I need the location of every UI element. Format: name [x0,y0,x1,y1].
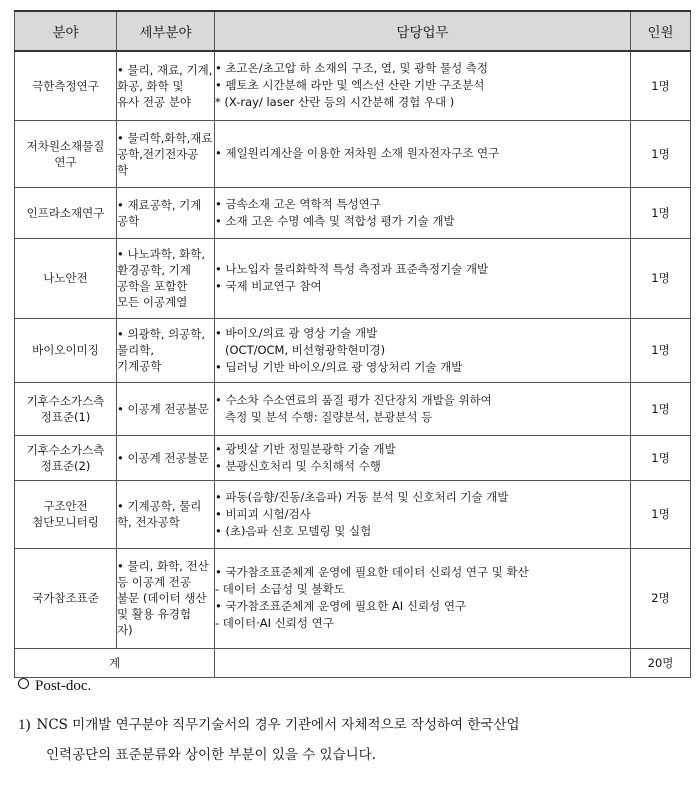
subfield-line: • 물리, 화학, 전산 [117,559,209,573]
subfield-line: 학, 전자공학 [117,515,180,529]
duty-cell [215,435,631,480]
circle-bullet-icon [18,678,29,689]
field-name: 극한측정연구 [32,78,99,93]
subfield-cell [117,120,215,187]
table-row [15,51,691,120]
duty-line: • (초)음파 신호 모델링 및 실험 [215,523,372,538]
table-header-row [15,11,691,51]
field-name: 바이오이미징 [32,343,99,357]
subfield-line: • 의광학, 의공학, [117,327,206,341]
field-cell [15,318,117,382]
duty-line: (OCT/OCM, 비선형광학현미경) [225,342,386,357]
field-name: 구조안전 [43,499,88,513]
post-doc-label: Post-doc. [35,678,92,694]
duty-cell [215,480,631,548]
table-row [15,187,691,238]
post-doc-heading [18,678,91,695]
field-name: 인프라소재연구 [26,205,105,220]
field-name: 정표준(2) [40,458,91,473]
subfield-line: 환경공학, 기계 [117,263,191,277]
duty-line: • 비피괴 시험/검사 [215,506,311,521]
subfield-line: 공학을 포함한 [117,279,188,293]
field-cell [15,238,117,318]
field-cell [15,548,117,648]
duty-line: * (X-ray/ laser 산란 등의 시간분해 경험 우대 ) [215,95,455,110]
duty-line: 측정 및 분석 수행: 질량분석, 분광분석 등 [225,409,433,424]
subfield-cell [117,548,215,648]
subfield-line: 불문 (데이터 생산 [117,591,207,605]
table-row [15,435,691,480]
field-name: 국가참조표준 [32,591,99,605]
total-duty-empty [215,648,631,677]
field-name: 저차원소재물질 [26,138,105,153]
subfield-line: 및 활용 유경험 [117,607,191,621]
total-row [15,648,691,677]
duty-cell [215,382,631,435]
subfield-cell [117,435,215,480]
subfield-line: 화공, 화학 및 [117,78,184,93]
header-subfield: 세부분야 [117,11,215,51]
subfield-line: 자) [117,623,133,637]
count-cell: 2명 [631,548,691,648]
subfield-line: • 이공계 전공불문 [117,450,209,465]
field-name: 첨단모니터링 [32,515,99,529]
field-cell [15,435,117,480]
duty-line: • 국가참조표준체계 운영에 필요한 데이터 신뢰성 연구 및 확산 [215,565,529,579]
duty-line: • 제일원리계산을 이용한 저차원 소재 원자전자구조 연구 [215,146,500,160]
footnote-number: 1) [18,717,31,733]
field-cell [15,480,117,548]
duty-line: • 딥러닝 기반 바이오/의료 광 영상처리 기술 개발 [215,359,463,374]
count-cell: 1명 [631,480,691,548]
count-cell: 1명 [631,382,691,435]
subfield-line: 학 [117,162,129,177]
subfield-cell [117,318,215,382]
position-table [14,10,691,678]
subfield-cell [117,480,215,548]
field-cell [15,120,117,187]
duty-line: • 나노입자 물리화학적 특성 측정과 표준측정기술 개발 [215,262,489,276]
table-row [15,238,691,318]
subfield-line: 유사 전공 분야 [117,94,191,109]
subfield-line: 공학,전기전자공 [117,146,199,161]
count-cell: 1명 [631,238,691,318]
duty-cell [215,238,631,318]
subfield-line: • 재료공학, 기계 [117,197,202,212]
subfield-cell [117,187,215,238]
count-cell: 1명 [631,435,691,480]
footnote-line-1: NCS 미개발 연구분야 직무기술서의 경우 기관에서 자체적으로 작성하여 한국산업 [36,717,520,733]
field-name: 나노안전 [43,271,88,285]
header-duty: 담당업무 [215,11,631,51]
subfield-cell [117,51,215,120]
subfield-line: 공학 [117,213,140,228]
duty-line: • 수소차 수소연료의 품질 평가 진단장치 개발을 위하여 [215,392,492,407]
subfield-line: 모든 이공계열 [117,295,188,309]
footnote-line-2: 인력공단의 표준분류와 상이한 부분이 있을 수 있습니다. [46,747,376,763]
subfield-line: • 물리학,화학,재료 [117,130,213,145]
total-label: 계 [15,648,215,677]
table-row [15,318,691,382]
count-cell: 1명 [631,187,691,238]
duty-cell [215,51,631,120]
subfield-line: • 이공계 전공불문 [117,401,209,416]
table-row [15,120,691,187]
subfield-line: • 기계공학, 물리 [117,499,202,513]
duty-line: • 파동(음향/진동/초음파) 거동 분석 및 신호처리 기술 개발 [215,489,509,504]
subfield-line: • 물리, 재료, 기계, [117,62,213,77]
duty-line: - 데이터 소급성 및 불확도 [215,582,345,596]
table-row [15,382,691,435]
duty-cell [215,187,631,238]
duty-line: • 초고온/초고압 하 소재의 구조, 열, 및 광학 물성 측정 [215,61,489,76]
field-name: 정표준(1) [40,409,91,424]
subfield-line: 기계공학 [117,359,162,373]
duty-line: • 금속소재 고온 역학적 특성연구 [215,196,381,211]
table-row [15,548,691,648]
subfield-line: 등 이공계 전공 [117,575,191,589]
field-cell [15,187,117,238]
field-name: 기후수소가스측 [26,393,105,408]
table-row [15,480,691,548]
duty-line: • 국제 비교연구 참여 [215,279,322,293]
duty-line: • 광빗살 기반 정밀분광학 기술 개발 [215,441,396,456]
count-cell: 1명 [631,120,691,187]
subfield-line: • 나노과학, 화학, [117,247,206,261]
subfield-cell [117,238,215,318]
total-count: 20명 [631,648,691,677]
duty-line: - 데이터·AI 신뢰성 연구 [215,616,334,630]
field-name: 기후수소가스측 [26,442,105,457]
field-name: 연구 [54,154,77,169]
field-cell [15,382,117,435]
duty-line: • 소재 고온 수명 예측 및 적합성 평가 기술 개발 [215,213,455,228]
duty-cell [215,318,631,382]
footnote [18,710,694,770]
count-cell: 1명 [631,51,691,120]
duty-line: • 분광신호처리 및 수치해석 수행 [215,458,381,473]
duty-line: • 펨토초 시간분해 라만 및 엑스선 산란 기반 구조분석 [215,78,485,93]
duty-line: • 국가참조표준체계 운영에 필요한 AI 신뢰성 연구 [215,599,467,613]
field-cell [15,51,117,120]
duty-line: • 바이오/의료 광 영상 기술 개발 [215,325,378,340]
duty-cell [215,120,631,187]
count-cell: 1명 [631,318,691,382]
header-count: 인원 [631,11,691,51]
subfield-line: 물리학, [117,343,154,357]
duty-cell [215,548,631,648]
subfield-cell [117,382,215,435]
header-field: 분야 [15,11,117,51]
